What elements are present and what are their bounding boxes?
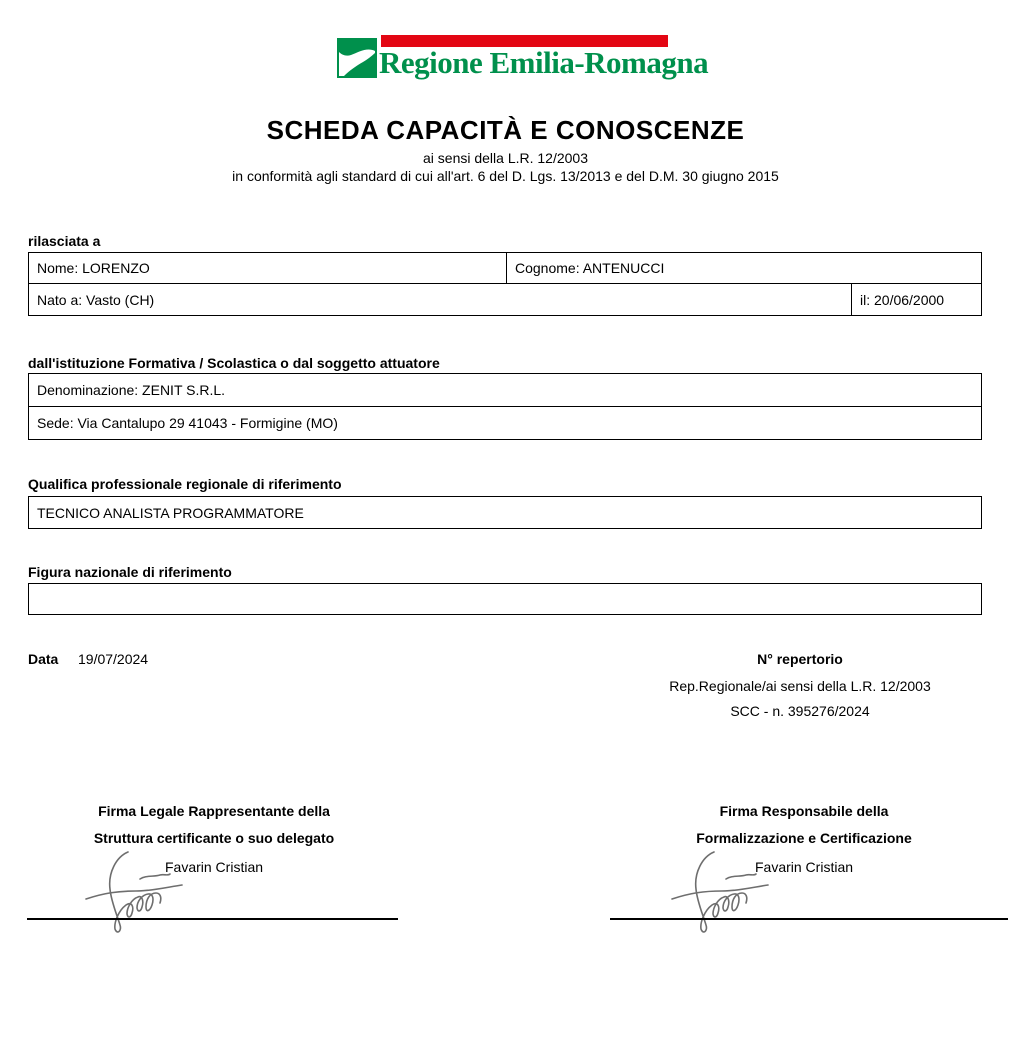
table-row (29, 497, 981, 528)
table-row (29, 374, 981, 406)
cognome-field: Cognome: ANTENUCCI (506, 253, 981, 283)
table-row (29, 406, 981, 439)
table-row (29, 253, 981, 283)
table-row (29, 283, 981, 315)
signature-left-role-line2: Struttura certificante o suo delegato (93, 830, 335, 846)
institution-heading: dall'istituzione Formativa / Scolastica o dal soggetto attuatore (28, 355, 440, 371)
data-label: Data (28, 651, 59, 667)
recipient-table (28, 252, 982, 316)
signature-right-line (610, 918, 1008, 920)
qualifica-table (28, 496, 982, 529)
repertorio-regionale: Rep.Regionale/ai sensi della L.R. 12/2003 (669, 678, 931, 694)
logo-wordmark: Regione Emilia-Romagna (379, 45, 709, 80)
repertorio-scc-number: SCC - n. 395276/2024 (730, 703, 870, 719)
figura-nazionale-heading: Figura nazionale di riferimento (28, 564, 232, 580)
regione-logo-mark-icon (337, 38, 377, 78)
signature-right-name: Favarin Cristian (754, 859, 854, 875)
figura-nazionale-table (28, 583, 982, 615)
signature-left-role-line1: Firma Legale Rappresentante della (98, 803, 330, 819)
figura-nazionale-field (29, 584, 981, 614)
table-row (29, 584, 981, 614)
denominazione-field: Denominazione: ZENIT S.R.L. (37, 382, 226, 398)
qualifica-field: TECNICO ANALISTA PROGRAMMATORE (37, 504, 304, 521)
document-title: SCHEDA CAPACITÀ E CONOSCENZE (266, 115, 745, 145)
handwritten-signature-icon (84, 849, 196, 933)
handwritten-signature-icon (670, 849, 782, 933)
recipient-heading: rilasciata a (28, 233, 101, 249)
qualifica-heading: Qualifica professionale regionale di riferimento (28, 476, 342, 492)
signature-left-name: Favarin Cristian (164, 859, 264, 875)
signature-right-role-line2: Formalizzazione e Certificazione (696, 830, 912, 846)
document-subtitle-2: in conformità agli standard di cui all'art. 6 del D. Lgs. 13/2013 e del D.M. 30 giugno 2015 (232, 168, 779, 184)
repertorio-label: N° repertorio (757, 651, 843, 667)
signature-right-role-line1: Firma Responsabile della (719, 803, 889, 819)
nato-a-field: Nato a: Vasto (CH) (37, 291, 155, 308)
document-subtitle-1: ai sensi della L.R. 12/2003 (423, 150, 588, 166)
nome-field: Nome: LORENZO (37, 260, 150, 276)
institution-table (28, 373, 982, 440)
data-nascita-field: il: 20/06/2000 (851, 284, 981, 315)
data-value: 19/07/2024 (78, 651, 149, 667)
sede-field: Sede: Via Cantalupo 29 41043 - Formigine (MO) (37, 415, 338, 431)
signature-left-line (27, 918, 398, 920)
